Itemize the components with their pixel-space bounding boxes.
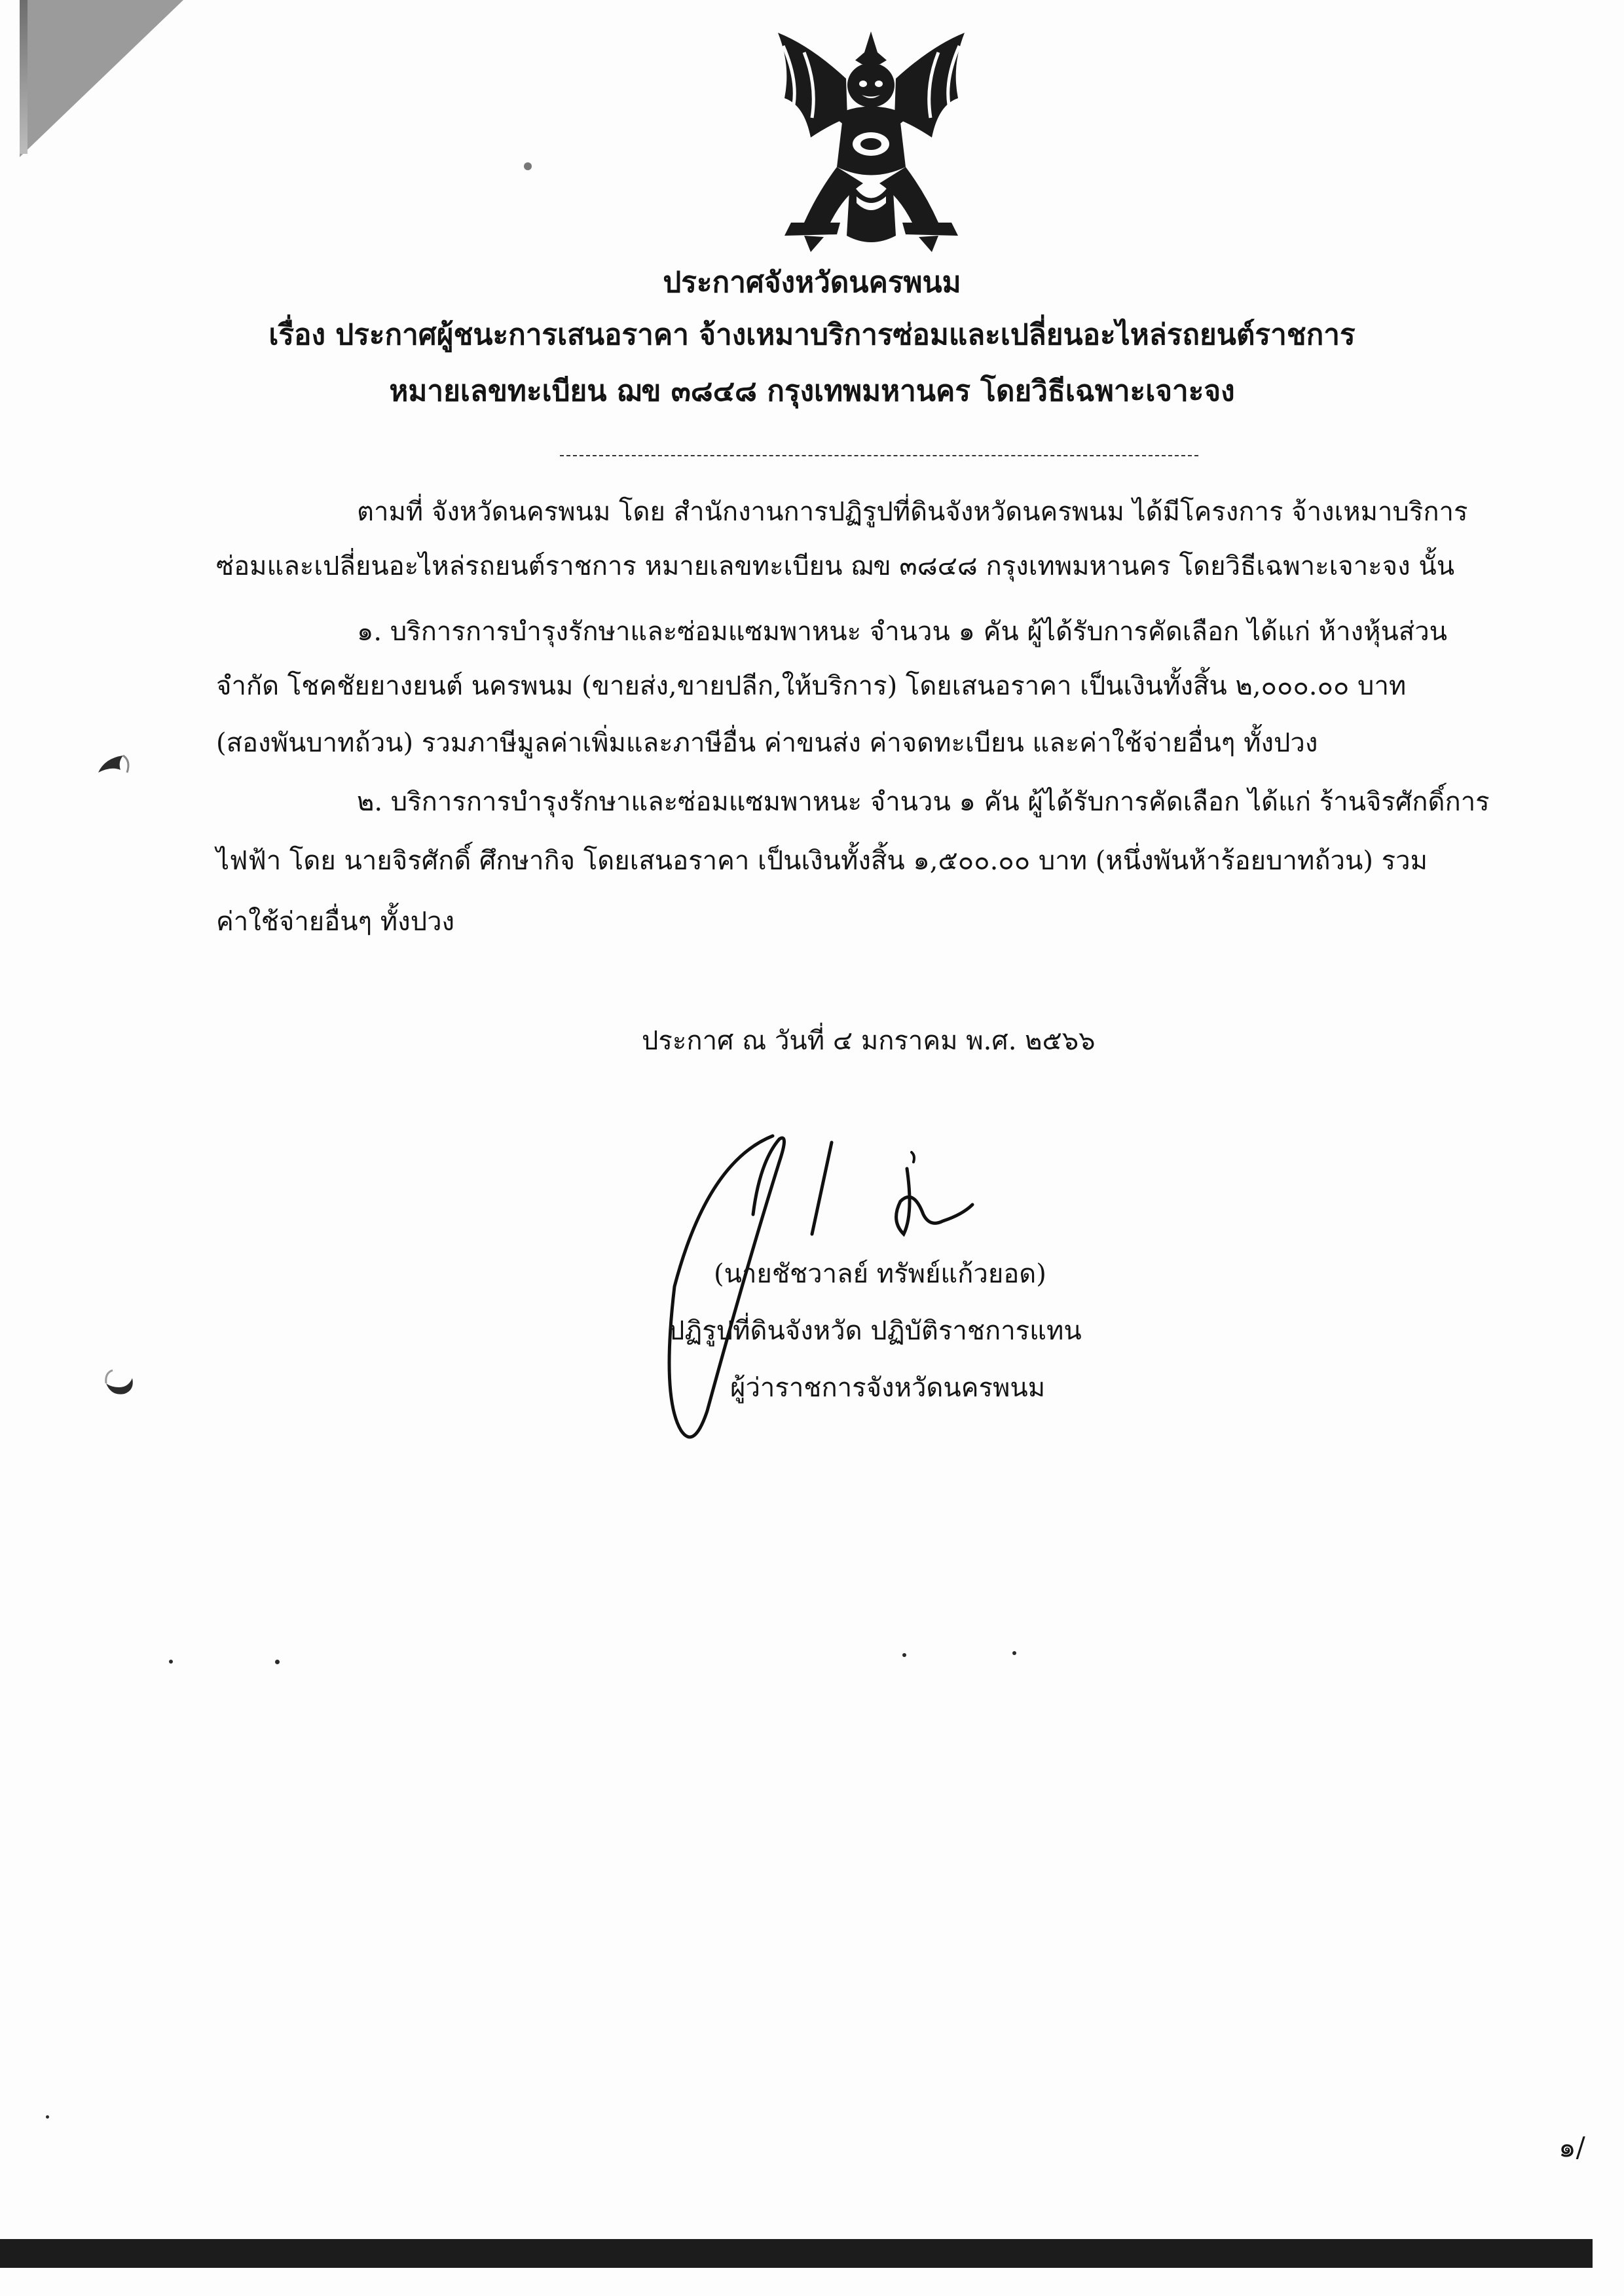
header-divider bbox=[560, 455, 1198, 456]
item-2-line-2: ไฟฟ้า โดย นายจิรศักดิ์ ศึกษากิจ โดยเสนอราคา เป็นเงินทั้งสิ้น ๑,๕๐๐.๐๐ บาท (หนึ่งพันห้าร้อยบาทถ้วน) รวม bbox=[216, 846, 1428, 876]
signatory-position-1: ปฏิรูปที่ดินจังหวัด ปฏิบัติราชการแทน bbox=[668, 1316, 1082, 1346]
scan-speck bbox=[46, 2115, 49, 2119]
scan-speck bbox=[275, 1660, 280, 1664]
punch-hole-mark bbox=[98, 1365, 140, 1399]
scan-corner-shadow bbox=[20, 0, 28, 154]
scan-speck bbox=[902, 1653, 906, 1657]
punch-hole-mark bbox=[92, 746, 134, 780]
signatory-position-2: ผู้ว่าราชการจังหวัดนครพนม bbox=[730, 1373, 1046, 1403]
page-number: ๑/ bbox=[1559, 2131, 1585, 2163]
signatory-name: (นายชัชวาลย์ ทรัพย์แก้วยอด) bbox=[714, 1259, 1046, 1289]
scan-speck bbox=[524, 162, 532, 170]
item-1-line-1: ๑. บริการการบำรุงรักษาและซ่อมแซมพาหนะ จำนวน ๑ คัน ผู้ได้รับการคัดเลือก ได้แก่ ห้างหุ้นส่วน bbox=[357, 617, 1447, 647]
scan-corner-fold bbox=[20, 0, 183, 157]
item-2-line-3: ค่าใช้จ่ายอื่นๆ ทั้งปวง bbox=[216, 907, 455, 937]
scan-speck bbox=[1012, 1651, 1016, 1655]
intro-line-2: ซ่อมและเปลี่ยนอะไหล่รถยนต์ราชการ หมายเลขทะเบียน ฌข ๓๘๔๘ กรุงเทพมหานคร โดยวิธีเฉพาะเจาะจง นั้น bbox=[216, 551, 1455, 581]
intro-line-1: ตามที่ จังหวัดนครพนม โดย สำนักงานการปฏิรูปที่ดินจังหวัดนครพนม ได้มีโครงการ จ้างเหมาบริการ bbox=[357, 497, 1468, 527]
garuda-emblem-icon bbox=[765, 26, 978, 259]
item-1-line-2: จำกัด โชคชัยยางยนต์ นครพนม (ขายส่ง,ขายปลีก,ให้บริการ) โดยเสนอราคา เป็นเงินทั้งสิ้น ๒,๐๐๐.๐๐ บาท bbox=[216, 671, 1407, 701]
subject-line-2: หมายเลขทะเบียน ฌข ๓๘๔๘ กรุงเทพมหานคร โดยวิธีเฉพาะเจาะจง bbox=[389, 374, 1235, 408]
item-2-line-1: ๒. บริการการบำรุงรักษาและซ่อมแซมพาหนะ จำนวน ๑ คัน ผู้ได้รับการคัดเลือก ได้แก่ ร้านจิรศักดิ์การ bbox=[357, 787, 1490, 817]
scan-bottom-edge bbox=[0, 2239, 1593, 2268]
issuer-title: ประกาศจังหวัดนครพนม bbox=[663, 266, 961, 299]
announcement-date: ประกาศ ณ วันที่ ๔ มกราคม พ.ศ. ๒๕๖๖ bbox=[642, 1026, 1096, 1056]
scan-speck bbox=[169, 1660, 173, 1664]
subject-line-1: เรื่อง ประกาศผู้ชนะการเสนอราคา จ้างเหมาบริการซ่อมและเปลี่ยนอะไหล่รถยนต์ราชการ bbox=[268, 318, 1356, 352]
item-1-line-3: (สองพันบาทถ้วน) รวมภาษีมูลค่าเพิ่มและภาษีอื่น ค่าขนส่ง ค่าจดทะเบียน และค่าใช้จ่ายอื่นๆ ทั้งปวง bbox=[216, 728, 1318, 758]
